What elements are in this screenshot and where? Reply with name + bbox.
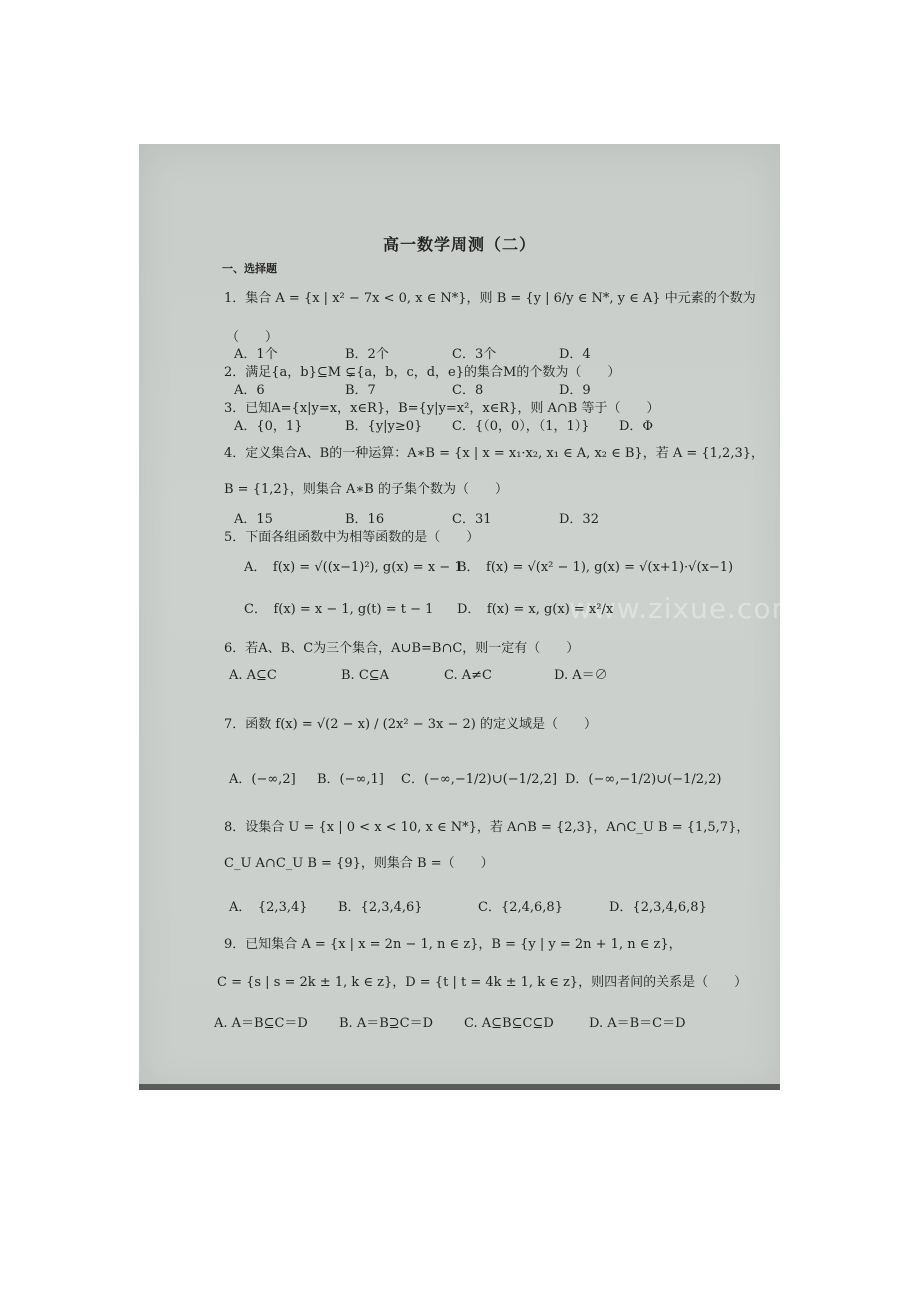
section-heading: 一、选择题	[222, 262, 277, 275]
question-5-option-c: C． f(x) = x − 1, g(t) = t − 1	[244, 602, 434, 617]
question-4-option-b: B．16	[345, 512, 385, 527]
question-9-option-b: B. A＝B⊇C＝D	[339, 1016, 434, 1031]
question-8-option-c: C．{2,4,6,8}	[478, 900, 563, 915]
question-1-option-a: A．1个	[234, 347, 278, 362]
question-1-option-d: D．4	[559, 347, 591, 362]
question-6-option-a: A. A⊆C	[229, 668, 277, 683]
question-7-stem: 7．函数 f(x) = √(2 − x) / (2x² − 3x − 2) 的定义域是（ ）	[224, 717, 597, 732]
question-3-option-a: A．{0，1}	[234, 419, 303, 434]
question-2-option-c: C．8	[452, 383, 484, 398]
question-1-option-c: C．3个	[452, 347, 497, 362]
question-3-option-d: D．Φ	[619, 419, 654, 434]
question-2-stem: 2．满足{a，b}⊆M ⊊{a，b，c，d，e}的集合M的个数为（ ）	[224, 365, 621, 380]
question-3-option-b: B．{y|y≥0}	[345, 419, 423, 434]
page-title: 高一数学周测（二）	[382, 235, 536, 254]
question-9-option-a: A. A＝B⊆C＝D	[214, 1016, 308, 1031]
question-5-option-a: A． f(x) = √((x−1)²), g(x) = x − 1	[244, 560, 463, 575]
question-8-stem-line-2: C_U A∩C_U B = {9}，则集合 B =（ ）	[224, 856, 494, 871]
question-4-option-d: D．32	[559, 512, 599, 527]
question-3-stem: 3．已知A={x|y=x，x∈R}，B={y|y=x²，x∈R}，则 A∩B 等于（ ）	[224, 401, 660, 416]
question-9-stem: 9．已知集合 A = {x | x = 2n − 1, n ∈ z}，B = {y | y = 2n + 1, n ∈ z}，	[224, 937, 682, 952]
question-5-option-b: B． f(x) = √(x² − 1), g(x) = √(x+1)·√(x−1)	[457, 560, 734, 575]
question-5-stem: 5．下面各组函数中为相等函数的是（ ）	[224, 530, 480, 545]
question-6-option-c: C. A≠C	[444, 668, 492, 683]
question-2-option-d: D．9	[559, 383, 591, 398]
question-8-option-a: A． {2,3,4}	[229, 900, 308, 915]
question-8-stem: 8．设集合 U = {x | 0 < x < 10, x ∈ N*}，若 A∩B = {2,3}，A∩C_U B = {1,5,7}，	[224, 820, 750, 835]
question-8-option-d: D．{2,3,4,6,8}	[609, 900, 707, 915]
watermark: www.zixue.com.cn	[569, 592, 845, 625]
question-2-option-b: B．7	[345, 383, 376, 398]
question-3-option-c: C．{（0，0），（1，1）}	[452, 419, 590, 434]
question-9-stem-line-2: C = {s | s = 2k ± 1, k ∈ z}，D = {t | t = 4k ± 1, k ∈ z}，则四者间的关系是（ ）	[217, 975, 748, 990]
question-1-paren: （ ）	[226, 330, 279, 345]
exam-paper-photo	[139, 144, 845, 1090]
question-9-option-d: D. A＝B＝C＝D	[589, 1016, 686, 1031]
question-4-option-a: A．15	[234, 512, 273, 527]
question-4-stem: 4．定义集合A、B的一种运算：A∗B = {x | x = x₁·x₂, x₁ ∈ A, x₂ ∈ B}，若 A = {1,2,3}，	[224, 446, 765, 461]
question-5-option-d: D． f(x) = x, g(x) = x²/x	[457, 602, 614, 617]
question-9-option-c: C. A⊆B⊆C⊆D	[464, 1016, 554, 1031]
question-1-option-b: B．2个	[345, 347, 389, 362]
question-7-option-b: B．(−∞,1]	[317, 772, 384, 787]
question-7-option-c: C．(−∞,−1/2)∪(−1/2,2]	[401, 772, 558, 787]
question-2-option-a: A．6	[234, 383, 265, 398]
question-7-option-a: A．(−∞,2]	[229, 772, 296, 787]
question-4-stem-line-2: B = {1,2}，则集合 A∗B 的子集个数为（ ）	[224, 482, 508, 497]
question-8-option-b: B．{2,3,4,6}	[338, 900, 423, 915]
question-6-stem: 6．若A、B、C为三个集合，A∪B=B∩C，则一定有（ ）	[224, 641, 580, 656]
question-7-option-d: D．(−∞,−1/2)∪(−1/2,2)	[565, 772, 722, 787]
question-4-option-c: C．31	[452, 512, 492, 527]
photo-bottom-edge	[139, 1084, 780, 1090]
question-6-option-d: D. A＝∅	[554, 668, 608, 683]
question-1-stem: 1．集合 A = {x | x² − 7x < 0, x ∈ N*}，则 B = {y | 6/y ∈ N*, y ∈ A} 中元素的个数为	[224, 291, 756, 306]
question-6-option-b: B. C⊆A	[341, 668, 390, 683]
